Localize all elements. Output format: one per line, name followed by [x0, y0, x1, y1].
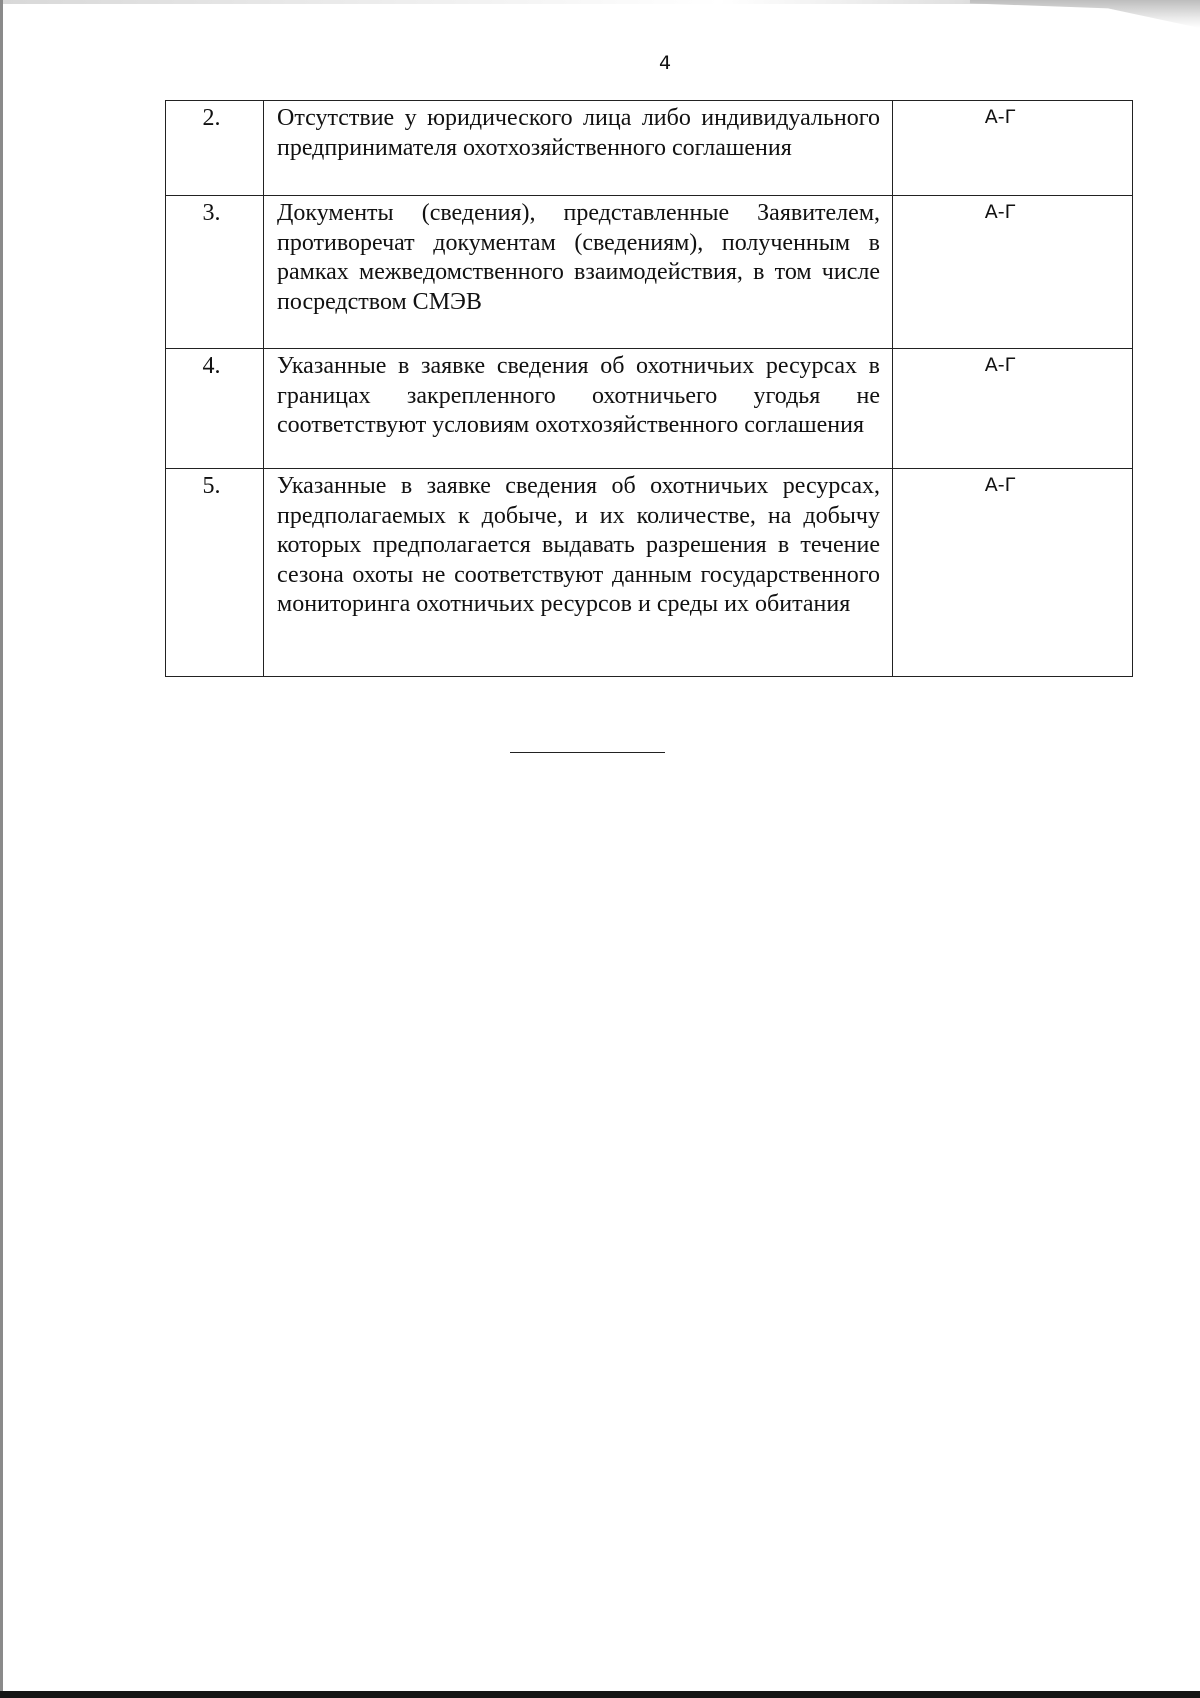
row-code: А-Г [893, 469, 1133, 677]
row-description: Документы (сведения), представленные Заявителем, противоречат документам (сведениям), полученным в рамках межведомственного взаимодействия, в том числе посредством СМЭВ [264, 196, 893, 349]
row-number: 2. [166, 101, 264, 196]
row-description: Отсутствие у юридического лица либо индивидуального предпринимателя охотхозяйственного соглашения [264, 101, 893, 196]
row-number: 5. [166, 469, 264, 677]
row-description: Указанные в заявке сведения об охотничьих ресурсах в границах закрепленного охотничьего угодья не соответствуют условиям охотхозяйственного соглашения [264, 349, 893, 469]
table-row [166, 349, 1133, 469]
refusal-grounds-table [165, 100, 1133, 677]
table-row [166, 196, 1133, 349]
row-description: Указанные в заявке сведения об охотничьих ресурсах, предполагаемых к добыче, и их количестве, на добычу которых предполагается выдавать разрешения в течение сезона охоты не соответствуют данным государственного мониторинга охотничьих ресурсов и среды их обитания [264, 469, 893, 677]
page-number: 4 [658, 52, 672, 74]
row-number: 4. [166, 349, 264, 469]
table-row [166, 101, 1133, 196]
end-of-document-rule [510, 752, 665, 753]
row-code: А-Г [893, 196, 1133, 349]
table-row [166, 469, 1133, 677]
scan-corner-shadow [970, 0, 1200, 28]
row-code: А-Г [893, 349, 1133, 469]
row-code: А-Г [893, 101, 1133, 196]
row-number: 3. [166, 196, 264, 349]
scan-edge-left [0, 0, 3, 1698]
scan-edge-bottom [0, 1691, 1200, 1698]
